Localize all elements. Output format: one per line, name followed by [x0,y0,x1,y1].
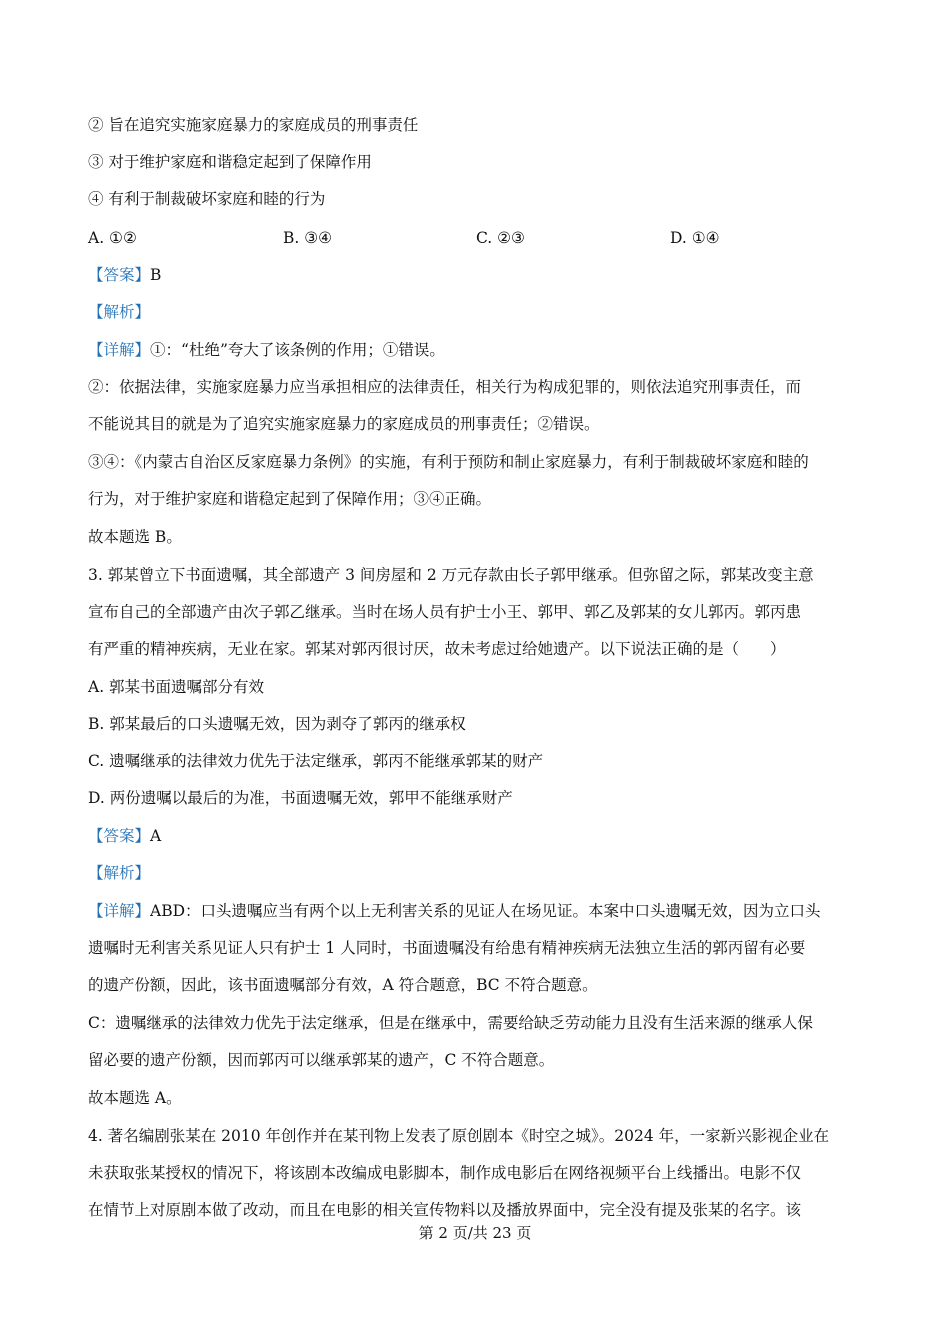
q2-statement-2: ② 旨在追究实施家庭暴力的家庭成员的刑事责任 [88,116,419,134]
q2-detail-line: ③④：《内蒙古自治区反家庭暴力条例》的实施，有利于预防和制止家庭暴力，有利于制裁破坏家庭和睦的 [88,453,809,471]
q3-detail-line: 留必要的遗产份额，因而郭丙可以继承郭某的遗产，C 不符合题意。 [88,1051,555,1069]
q3-detail-line: C：遗嘱继承的法律效力优先于法定继承，但是在继承中，需要给缺乏劳动能力且没有生活来源的继承人保 [88,1014,813,1032]
q2-detail-line: 不能说其目的就是为了追究实施家庭暴力的家庭成员的刑事责任；②错误。 [88,415,600,433]
q3-option-c: C. 遗嘱继承的法律效力优先于法定继承，郭丙不能继承郭某的财产 [88,752,544,770]
q3-detail-line: 遗嘱时无利害关系见证人只有护士 1 人同时，书面遗嘱没有给患有精神疾病无法独立生活的郭丙留有必要 [88,939,806,957]
detail-text: ABD：口头遗嘱应当有两个以上无利害关系的见证人在场见证。本案中口头遗嘱无效，因为立口头 [150,902,821,920]
page-footer: 第 2 页/共 23 页 [418,1224,532,1242]
q2-option-b: B. ③④ [283,229,333,247]
q3-detail-line: 的遗产份额，因此，该书面遗嘱部分有效，A 符合题意，BC 不符合题意。 [88,976,598,994]
q2-detail-line: 行为，对于维护家庭和谐稳定起到了保障作用；③④正确。 [88,490,492,508]
q2-answer [88,264,161,286]
q3-option-d: D. 两份遗嘱以最后的为准，书面遗嘱无效，郭甲不能继承财产 [88,789,513,807]
q2-conclusion: 故本题选 B。 [88,528,182,546]
q2-option-c: C. ②③ [476,229,525,247]
answer-tag: 【答案】 [88,827,151,845]
q2-statement-4: ④ 有利于制裁破坏家庭和睦的行为 [88,190,326,208]
q2-option-d: D. ①④ [670,229,720,247]
q2-analysis-tag: 【解析】 [88,303,151,321]
q4-stem-line: 在情节上对原剧本做了改动，而且在电影的相关宣传物料以及播放界面中，完全没有提及张某的名字。该 [88,1201,802,1219]
q2-statement-3: ③ 对于维护家庭和谐稳定起到了保障作用 [88,153,372,171]
q4-stem-line: 未获取张某授权的情况下，将该剧本改编成电影脚本，制作成电影后在网络视频平台上线播出。电影不仅 [88,1164,802,1182]
q3-analysis-tag: 【解析】 [88,864,151,882]
q3-stem-line: 有严重的精神疾病，无业在家。郭某对郭丙很讨厌，故未考虑过给她遗产。以下说法正确的是（ ） [88,640,786,658]
q2-detail-line [88,339,445,361]
q3-detail-line [88,900,821,922]
q3-option-a: A. 郭某书面遗嘱部分有效 [88,678,265,696]
q3-conclusion: 故本题选 A。 [88,1089,182,1107]
q3-answer [88,825,161,847]
detail-tag: 【详解】 [88,902,151,920]
answer-value: A [150,827,162,845]
q2-detail-line: ②：依据法律，实施家庭暴力应当承担相应的法律责任，相关行为构成犯罪的，则依法追究刑事责任，而 [88,378,802,396]
answer-value: B [150,266,162,284]
q3-option-b: B. 郭某最后的口头遗嘱无效，因为剥夺了郭丙的继承权 [88,715,466,733]
q3-stem-line: 3. 郭某曾立下书面遗嘱，其全部遗产 3 间房屋和 2 万元存款由长子郭甲继承。但弥留之际，郭某改变主意 [88,566,814,584]
q2-option-a: A. ①② [88,229,137,247]
detail-tag: 【详解】 [88,341,151,359]
detail-text: ①：“杜绝”夸大了该条例的作用；①错误。 [150,341,445,359]
answer-tag: 【答案】 [88,266,151,284]
q4-stem-line: 4. 著名编剧张某在 2010 年创作并在某刊物上发表了原创剧本《时空之城》。2024 年，一家新兴影视企业在 [88,1127,830,1145]
q3-stem-line: 宣布自己的全部遗产由次子郭乙继承。当时在场人员有护士小王、郭甲、郭乙及郭某的女儿郭丙。郭丙患 [88,603,802,621]
